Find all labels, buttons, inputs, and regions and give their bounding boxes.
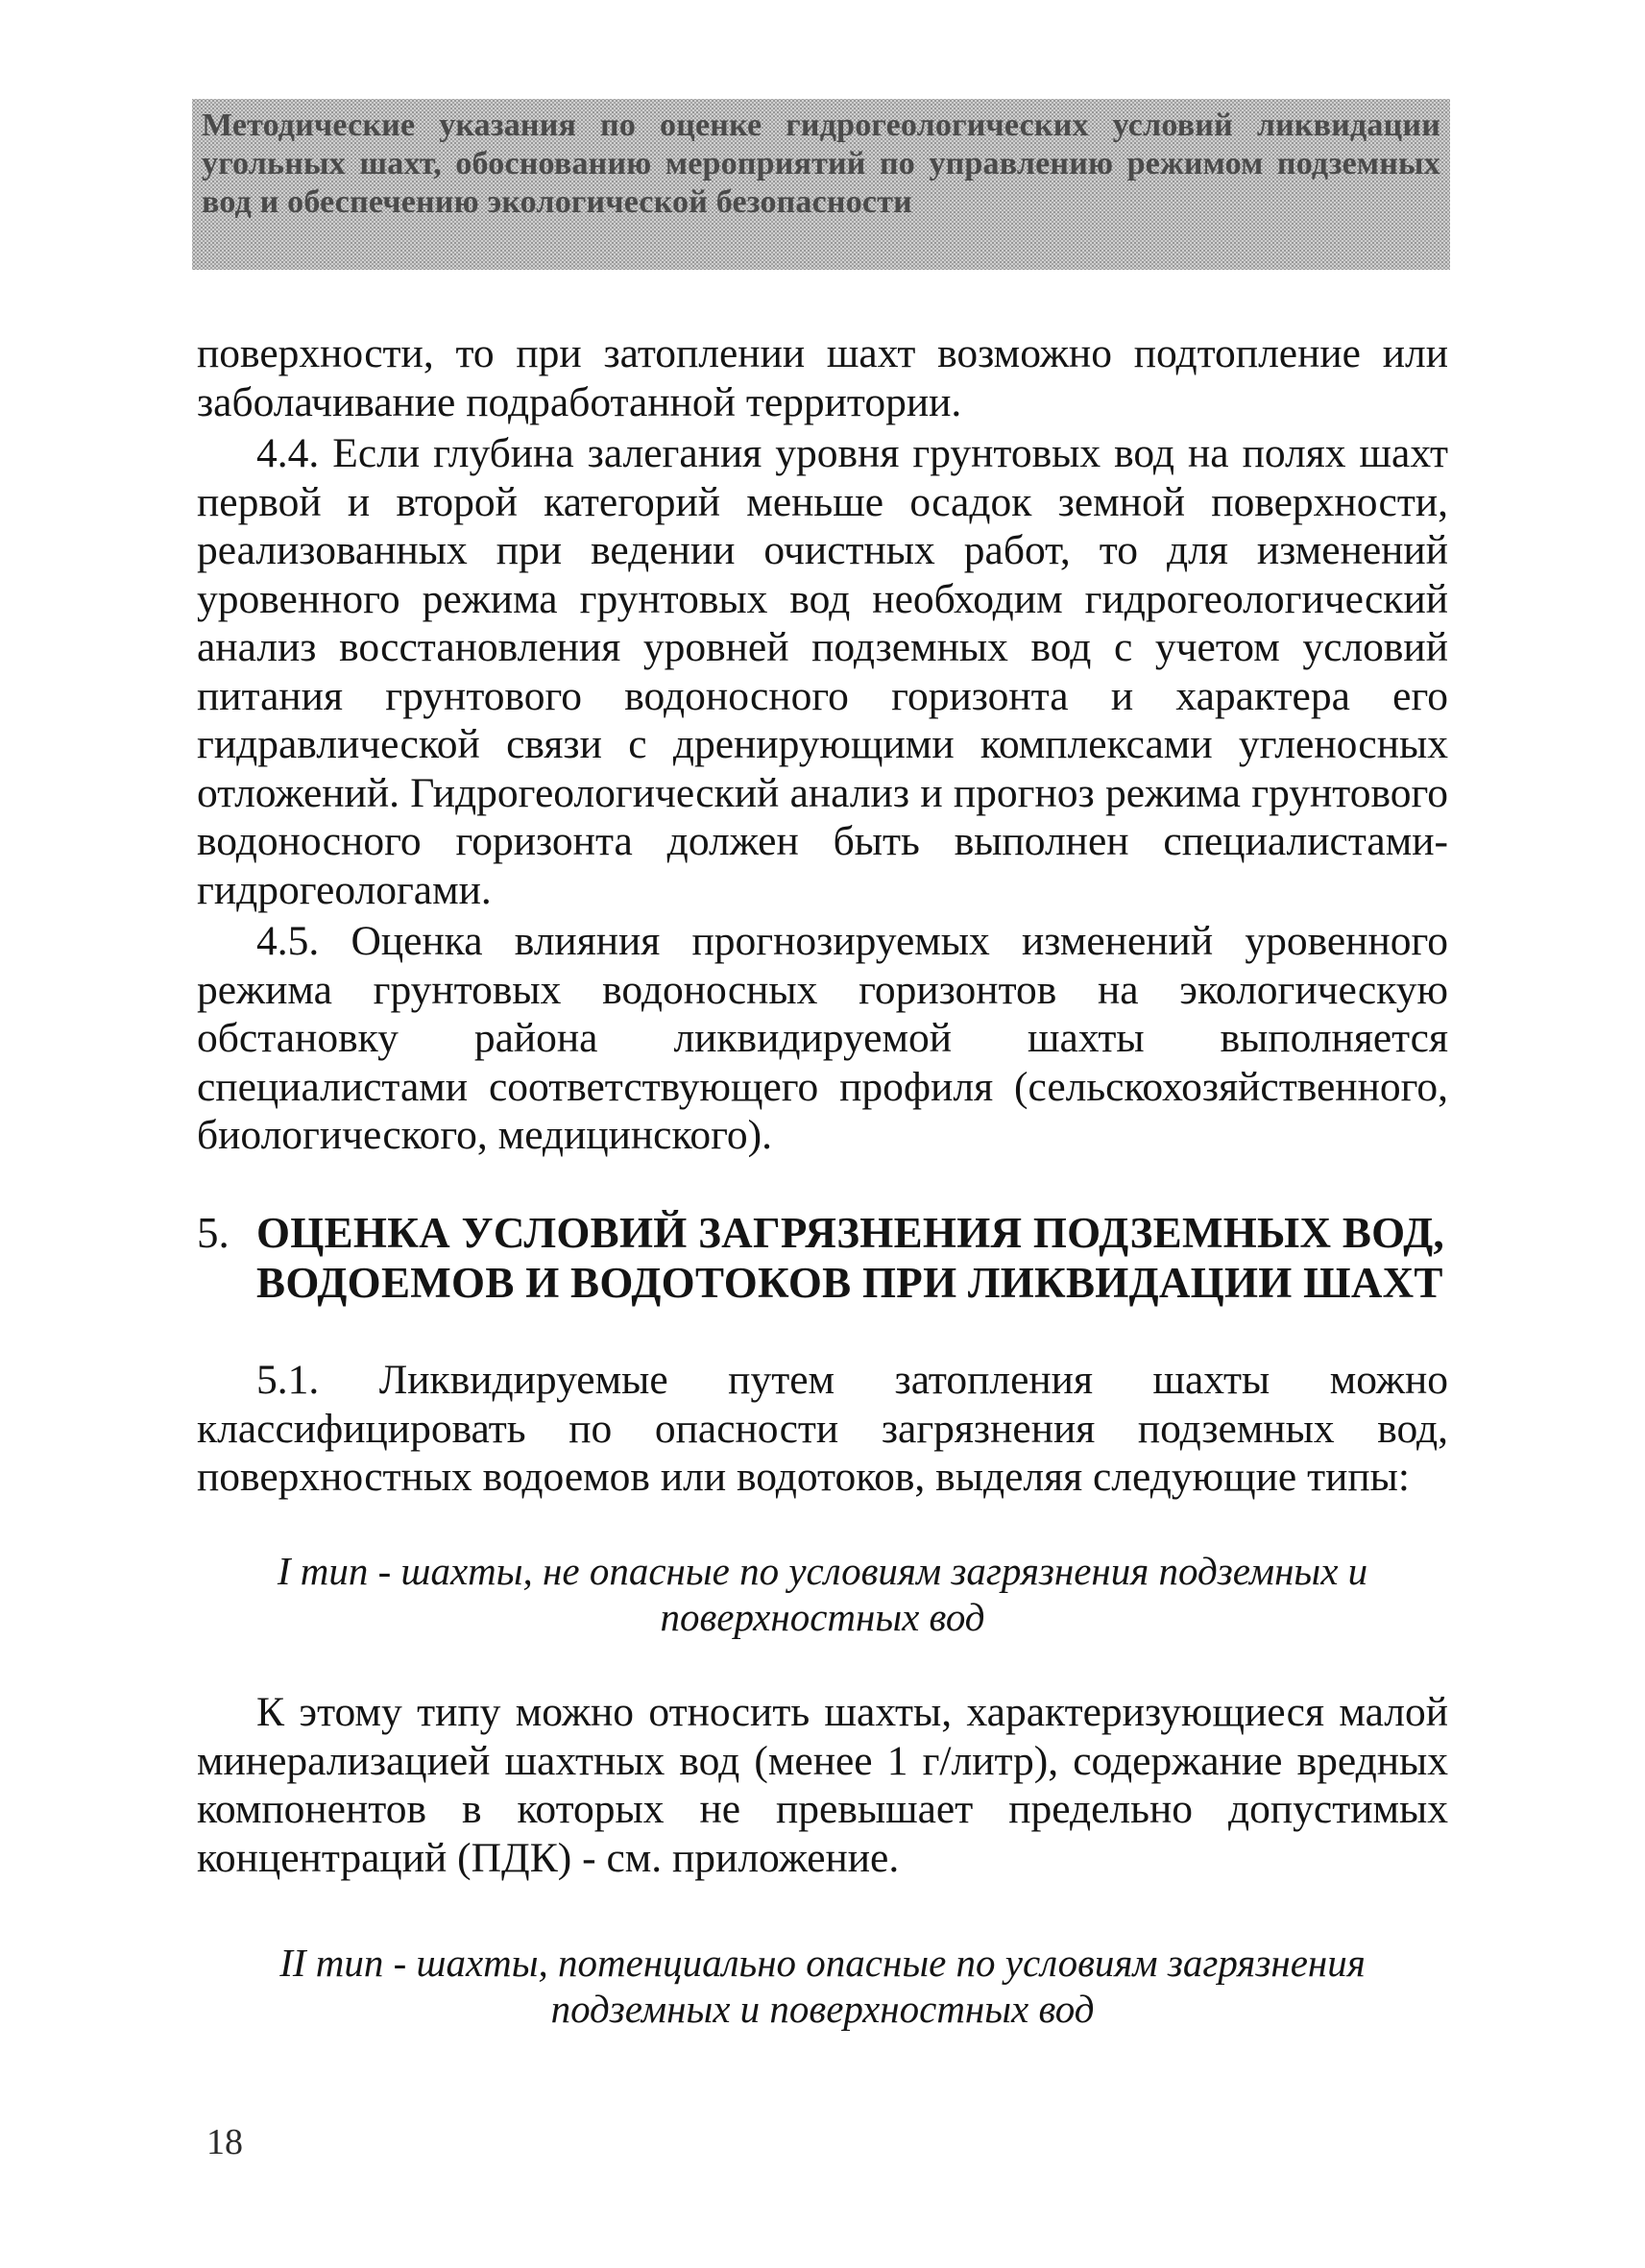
type-2-heading: II тип - шахты, потенциально опасные по условиям загрязнения подземных и поверхностных вод <box>279 1941 1366 2031</box>
paragraph-type-1-description: К этому типу можно относить шахты, характеризующиеся малой минерализацией шахтных вод (менее 1 г/литр), содержание вредных компонентов в которых не превышает предельно допустимых концентраций (ПДК) - см. приложение. <box>197 1689 1448 1881</box>
section-number: 5. <box>197 1209 230 1257</box>
paragraph-4-5: 4.5. Оценка влияния прогнозируемых изменений уровенного режима грунтовых водоносных горизонтов на экологическую обстановку района ликвидируемой шахты выполняется специалистами соответствующего профиля (сельскохозяйственного, биологического, медицинского). <box>197 918 1448 1158</box>
page-number: 18 <box>206 2122 243 2162</box>
section-5-heading <box>197 1208 1448 1308</box>
type-1-heading: I тип - шахты, не опасные по условиям загрязнения подземных и поверхностных вод <box>277 1549 1368 1639</box>
paragraph-continuation: поверхности, то при затоплении шахт возможно подтопление или заболачивание подработанной территории. <box>197 330 1448 425</box>
paragraph-5-1: 5.1. Ликвидируемые путем затопления шахты можно классифицировать по опасности загрязнения подземных вод, поверхностных водоемов или водотоков, выделяя следующие типы: <box>197 1357 1448 1500</box>
paragraph-4-4: 4.4. Если глубина залегания уровня грунтовых вод на полях шахт первой и второй категорий меньше осадок земной поверхности, реализованных при ведении очистных работ, то для изменений уровенного режима грунтовых вод необходим гидрогеологический анализ восстановления уровней подземных вод с учетом условий питания грунтового водоносного горизонта и характера его гидравлической связи с дренирующими комплексами угленосных отложений. Гидрогеологический анализ и прогноз режима грунтового водоносного горизонта должен быть выполнен специалистами-гидрогеологами. <box>197 430 1448 913</box>
section-title: ОЦЕНКА УСЛОВИЙ ЗАГРЯЗНЕНИЯ ПОДЗЕМНЫХ ВОД, ВОДОЕМОВ И ВОДОТОКОВ ПРИ ЛИКВИДАЦИИ ШАХТ <box>256 1209 1445 1307</box>
running-header <box>192 99 1450 270</box>
running-header-text: Методические указания по оценке гидрогеологических условий ликвидации угольных шахт, обоснованию мероприятий по управлению режимом подземных вод и обеспечению экологической безопасности <box>202 108 1440 220</box>
